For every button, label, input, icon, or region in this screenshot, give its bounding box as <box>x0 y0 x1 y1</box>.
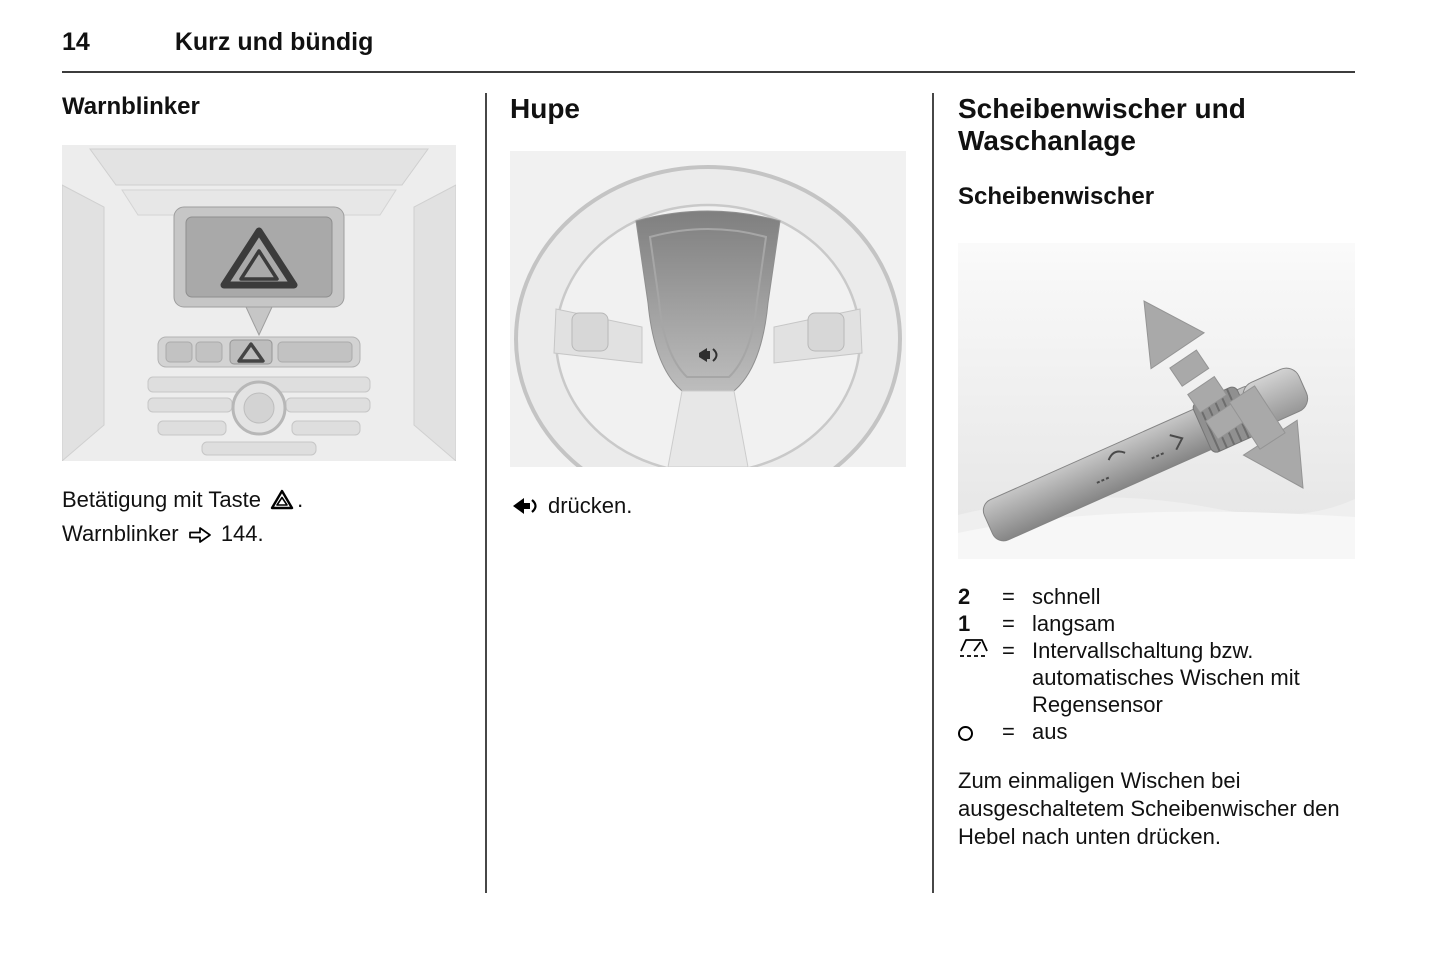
section-heading-hupe: Hupe <box>510 93 580 124</box>
legend-equals: = <box>1002 638 1015 663</box>
legend-row-interval <box>958 637 1355 718</box>
page-content <box>0 93 1445 893</box>
legend-text: schnell <box>1032 584 1101 609</box>
hupe-caption-text: drücken. <box>548 493 633 518</box>
legend-symbol-1: 1 <box>958 611 971 636</box>
center-console-image <box>62 145 456 461</box>
page-header <box>0 0 1445 73</box>
caption-text-2: Warnblinker <box>62 521 179 546</box>
legend-row-fast <box>958 583 1355 610</box>
section-warnblinker <box>62 93 456 551</box>
wiper-off-icon <box>958 726 973 741</box>
legend-text: aus <box>1032 719 1068 744</box>
wiper-lever-image <box>958 243 1355 559</box>
chapter-title: Kurz und bündig <box>174 28 374 56</box>
legend-equals: = <box>1002 584 1015 609</box>
caption-text: Betätigung mit Taste <box>62 487 261 512</box>
caption-period: . <box>297 487 304 512</box>
single-wipe-paragraph: Zum einmaligen Wischen bei ausgeschaltetem Scheibenwischer den Hebel nach unten drücken. <box>958 768 1340 849</box>
page-number: 14 <box>62 28 90 56</box>
horn-icon <box>510 495 540 517</box>
subsection-heading-scheibenwischer: Scheibenwischer <box>958 183 1155 210</box>
legend-equals: = <box>1002 719 1015 744</box>
column-divider <box>932 93 934 893</box>
wiper-legend <box>958 583 1355 745</box>
legend-equals: = <box>1002 611 1015 636</box>
section-heading-warnblinker: Warnblinker <box>62 93 200 120</box>
warnblinker-caption <box>62 483 456 551</box>
legend-row-off <box>958 718 1355 745</box>
caption-page-ref: 144. <box>220 521 264 546</box>
legend-symbol-2: 2 <box>958 584 971 609</box>
section-scheibenwischer <box>958 93 1355 851</box>
header-rule <box>62 71 1355 73</box>
legend-text: Intervallschaltung bzw. automatisches Wischen mit Regensensor <box>1032 638 1300 717</box>
legend-text: langsam <box>1032 611 1116 636</box>
hupe-caption <box>510 491 906 521</box>
section-hupe <box>510 93 906 521</box>
steering-wheel-image <box>510 151 906 467</box>
wiper-interval-icon <box>958 637 990 663</box>
section-heading-scheibenwischer: Scheibenwischer und Waschanlage <box>958 93 1246 156</box>
legend-row-slow <box>958 610 1355 637</box>
hazard-warning-triangle-icon <box>270 489 294 510</box>
column-divider <box>485 93 487 893</box>
see-page-arrow-icon <box>188 526 212 544</box>
